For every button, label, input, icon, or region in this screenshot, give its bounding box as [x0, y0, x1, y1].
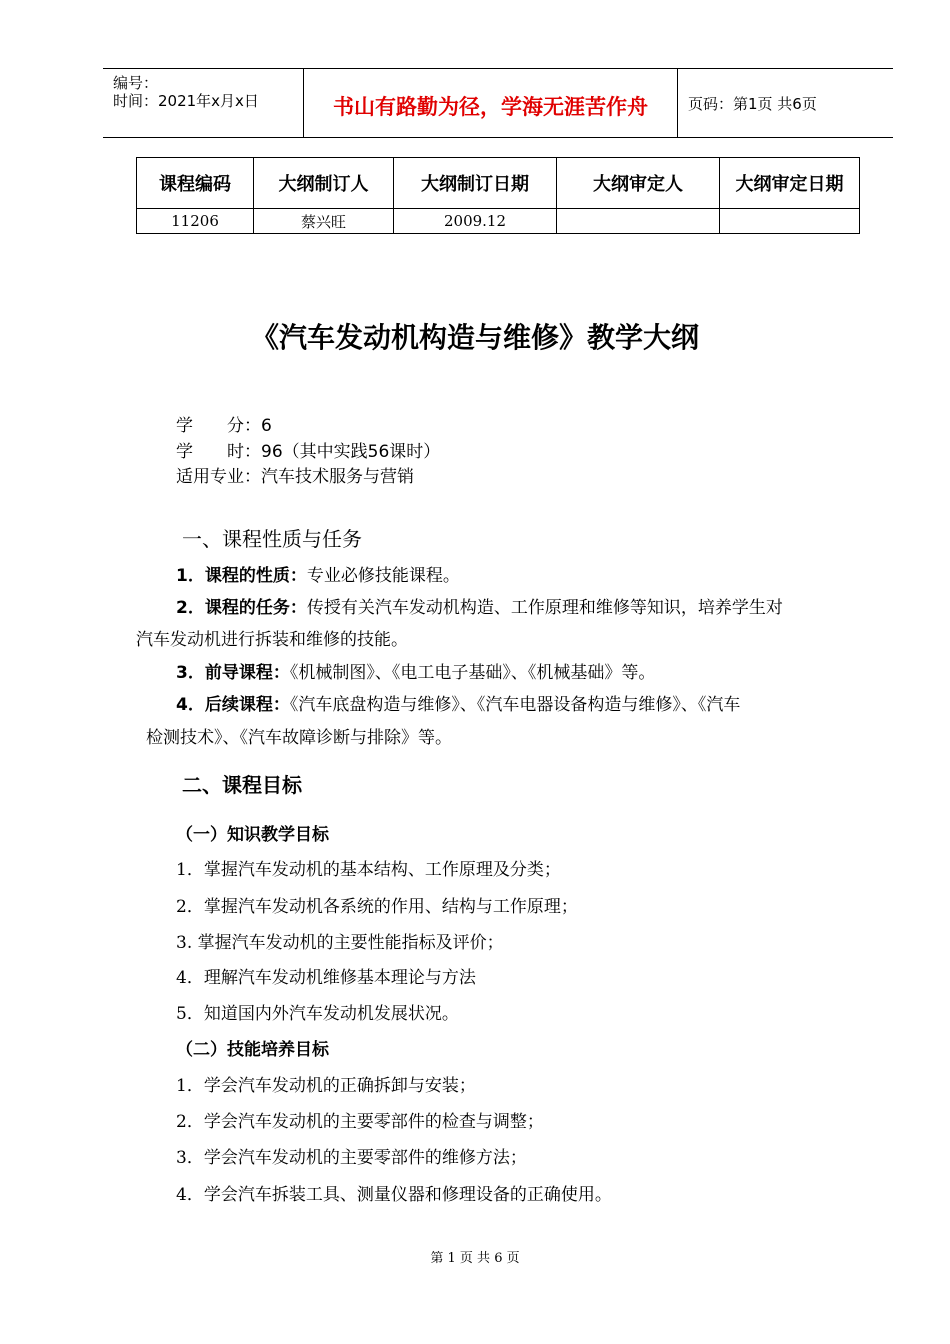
item-text: 传授有关汽车发动机构造、工作原理和维修等知识，培养学生对: [306, 598, 783, 618]
table-cell: [557, 209, 720, 234]
table-cell: 蔡兴旺: [254, 209, 394, 234]
subsection-heading: （一）知识教学目标: [176, 825, 329, 845]
header-meta-cell: [103, 69, 304, 137]
list-item: 2．掌握汽车发动机各系统的作用、结构与工作原理；: [176, 897, 578, 917]
table-header-cell: 大纲审定人: [557, 158, 720, 209]
list-item: [176, 690, 740, 715]
table-header-cell: 课程编码: [137, 158, 254, 209]
list-item: 3. 掌握汽车发动机的主要性能指标及评价；: [176, 933, 504, 953]
list-item: [176, 593, 783, 618]
time-label: 时间：2021年x月x日: [113, 92, 259, 110]
major: 适用专业：汽车技术服务与营销: [176, 467, 414, 487]
header-motto-cell: [304, 69, 678, 137]
list-item: 1．掌握汽车发动机的基本结构、工作原理及分类；: [176, 860, 561, 880]
table-row: [137, 209, 860, 234]
list-item: 5．知道国内外汽车发动机发展状况。: [176, 1004, 459, 1024]
page-footer: 第 1 页 共 6 页: [430, 1251, 520, 1266]
item-text: 《机械制图》、《电工电子基础》、《机械基础》等。: [289, 663, 656, 683]
table-header-cell: 大纲制订人: [254, 158, 394, 209]
motto: 书山有路勤为径，学海无涯苦作舟: [333, 95, 648, 119]
subsection-heading: （二）技能培养目标: [176, 1040, 329, 1060]
section-heading: 二、课程目标: [182, 773, 302, 797]
table-cell: 2009.12: [394, 209, 557, 234]
item-label: 1．课程的性质：: [176, 566, 307, 586]
list-item: 4．学会汽车拆装工具、测量仪器和修理设备的正确使用。: [176, 1185, 612, 1205]
list-item: 1．学会汽车发动机的正确拆卸与安装；: [176, 1076, 476, 1096]
table-cell: 11206: [137, 209, 254, 234]
number-label: 编号：: [113, 74, 159, 92]
list-item: [176, 561, 460, 586]
table-header-row: [137, 158, 860, 209]
item-continuation: 检测技术》、《汽车故障诊断与排除》等。: [146, 728, 452, 748]
list-item: [176, 658, 655, 683]
page-title: 《汽车发动机构造与维修》教学大纲: [250, 321, 699, 354]
item-label: 3．前导课程：: [176, 663, 290, 683]
syllabus-info-table: [136, 157, 860, 234]
item-text: 专业必修技能课程。: [306, 566, 460, 586]
item-text: 《汽车底盘构造与维修》、《汽车电器设备构造与维修》、《汽车: [289, 695, 741, 715]
section-heading: 一、课程性质与任务: [182, 527, 362, 551]
list-item: 3．学会汽车发动机的主要零部件的维修方法；: [176, 1148, 527, 1168]
credits: 学 分：6: [176, 416, 272, 436]
document-header: [103, 68, 893, 138]
item-label: 2．课程的任务：: [176, 598, 307, 618]
table-header-cell: 大纲制订日期: [394, 158, 557, 209]
page-info: 页码：第1页 共6页: [688, 95, 817, 113]
table-header-cell: 大纲审定日期: [720, 158, 860, 209]
list-item: 2．学会汽车发动机的主要零部件的检查与调整；: [176, 1112, 544, 1132]
header-page-cell: [678, 69, 893, 137]
hours: 学 时：96（其中实践56课时）: [176, 442, 441, 462]
item-label: 4．后续课程：: [176, 695, 290, 715]
table-cell: [720, 209, 860, 234]
list-item: 4．理解汽车发动机维修基本理论与方法: [176, 968, 476, 988]
item-continuation: 汽车发动机进行拆装和维修的技能。: [136, 630, 408, 650]
